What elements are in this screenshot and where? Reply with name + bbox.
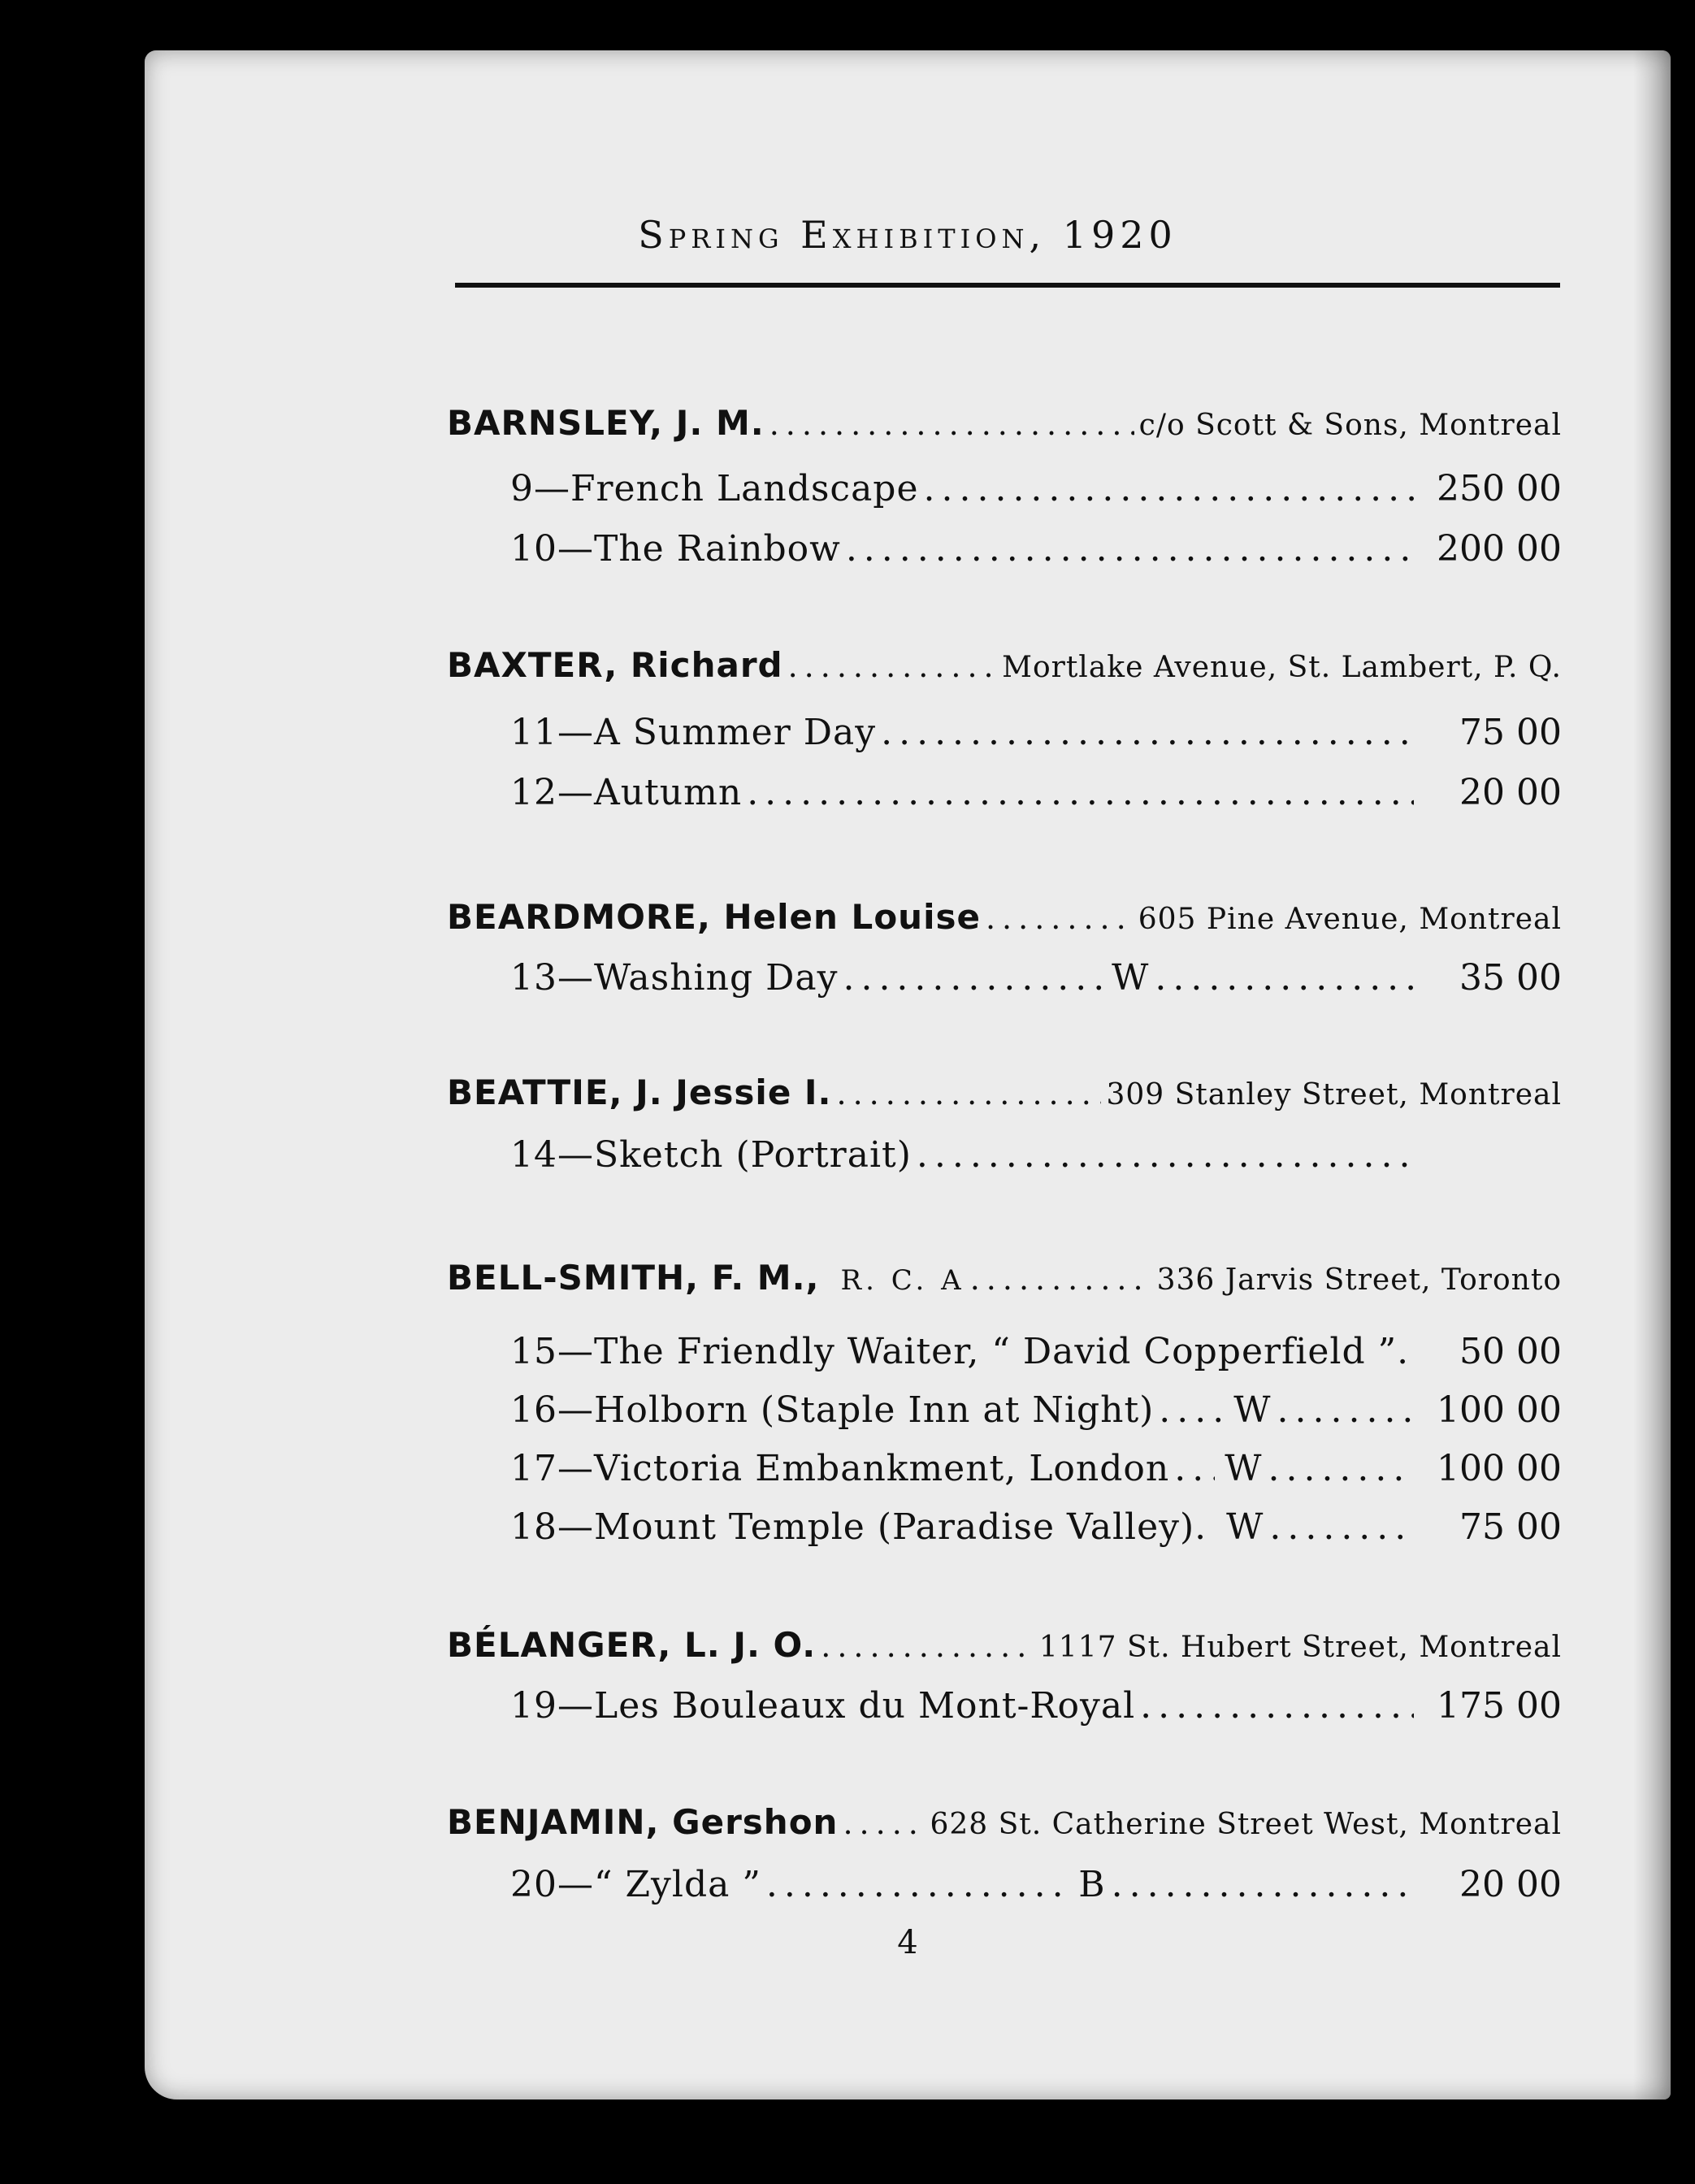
work-title: 15—The Friendly Waiter, “ David Copperfield ”. [510, 1331, 1410, 1372]
dot-leader [970, 1261, 1152, 1297]
work-line [510, 1864, 1562, 1905]
artist-line [447, 403, 1562, 443]
dot-leader [1159, 1389, 1224, 1431]
work-title: 14—Sketch (Portrait) [510, 1134, 912, 1176]
dot-leader [843, 1805, 925, 1841]
work-line [510, 1389, 1562, 1431]
dot-leader [766, 1864, 1069, 1905]
dot-leader [843, 957, 1102, 999]
dot-leader [1140, 1685, 1414, 1727]
work-medium: B [1078, 1864, 1107, 1905]
dot-leader [769, 406, 1134, 442]
dot-leader [846, 528, 1414, 570]
work-price: 100 00 [1437, 1448, 1562, 1489]
header-rule [455, 283, 1560, 288]
dot-leader [924, 468, 1414, 509]
work-price: 100 00 [1437, 1389, 1562, 1431]
work-price: 175 00 [1437, 1685, 1562, 1727]
artist-address: 605 Pine Avenue, Montreal [1138, 903, 1562, 936]
running-header: Spring Exhibition, 1920 [638, 213, 1177, 257]
page-number: 4 [897, 1924, 918, 1961]
work-line [510, 712, 1562, 753]
work-medium: W [1225, 1448, 1264, 1489]
work-price: 75 00 [1459, 712, 1562, 753]
artist-honour: R. C. A [840, 1264, 965, 1297]
page-edge-shadow [1633, 50, 1671, 2100]
artist-line [447, 1258, 1562, 1298]
work-title: 19—Les Bouleaux du Mont-Royal [510, 1685, 1136, 1727]
work-line [510, 468, 1562, 509]
dot-leader [788, 648, 998, 684]
dot-leader [821, 1628, 1034, 1664]
work-line [510, 1685, 1562, 1727]
dot-leader [1269, 1506, 1414, 1548]
work-line [510, 1448, 1562, 1489]
artist-address: 1117 St. Hubert Street, Montreal [1038, 1631, 1562, 1664]
work-title: 11—A Summer Day [510, 712, 877, 753]
artist-name: BEARDMORE, Helen Louise [447, 897, 981, 937]
dot-leader [1174, 1448, 1215, 1489]
dot-leader [986, 900, 1134, 936]
work-medium: W [1112, 957, 1151, 999]
work-title: 12—Autumn [510, 772, 743, 813]
work-title: 13—Washing Day [510, 957, 839, 999]
dot-leader [747, 772, 1414, 813]
artist-name: BÉLANGER, L. J. O. [447, 1625, 817, 1665]
work-title: 20—“ Zylda ” [510, 1864, 761, 1905]
dot-leader [837, 1076, 1102, 1112]
work-medium: W [1233, 1389, 1272, 1431]
dot-leader [881, 712, 1414, 753]
work-price: 35 00 [1459, 957, 1563, 999]
artist-name: BAXTER, Richard [447, 645, 783, 685]
work-title: 10—The Rainbow [510, 528, 841, 570]
artist-name: BEATTIE, J. Jessie I. [447, 1072, 832, 1112]
artist-address: 628 St. Catherine Street West, Montreal [930, 1808, 1562, 1841]
work-title: 17—Victoria Embankment, London [510, 1448, 1170, 1489]
work-price: 20 00 [1459, 772, 1562, 813]
artist-line [447, 645, 1562, 685]
artist-address: Mortlake Avenue, St. Lambert, P. Q. [1002, 651, 1562, 684]
dot-leader [1277, 1389, 1414, 1431]
work-line [510, 528, 1562, 570]
artist-line [447, 1072, 1562, 1112]
work-line [510, 1331, 1562, 1372]
work-medium: W [1226, 1506, 1265, 1548]
work-price: 50 00 [1459, 1331, 1562, 1372]
dot-leader [917, 1134, 1414, 1176]
artist-line [447, 1625, 1562, 1665]
artist-address: 309 Stanley Street, Montreal [1106, 1078, 1562, 1112]
catalogue-page [145, 50, 1671, 2100]
work-title: 18—Mount Temple (Paradise Valley). [510, 1506, 1207, 1548]
work-price: 200 00 [1437, 528, 1562, 570]
work-price: 20 00 [1459, 1864, 1563, 1905]
work-price: 250 00 [1437, 468, 1562, 509]
artist-name: BELL-SMITH, F. M., [447, 1258, 820, 1298]
artist-line [447, 897, 1562, 937]
artist-name: BENJAMIN, Gershon [447, 1802, 839, 1842]
artist-address: c/o Scott & Sons, Montreal [1138, 409, 1562, 442]
work-line [510, 1134, 1562, 1176]
work-line [510, 957, 1562, 999]
artist-name: BARNSLEY, J. M. [447, 403, 765, 443]
work-price: 75 00 [1459, 1506, 1562, 1548]
dot-leader [1268, 1448, 1414, 1489]
work-line [510, 1506, 1562, 1548]
work-line [510, 772, 1562, 813]
work-title: 16—Holborn (Staple Inn at Night) [510, 1389, 1155, 1431]
artist-line [447, 1802, 1562, 1842]
artist-address: 336 Jarvis Street, Toronto [1156, 1263, 1562, 1297]
dot-leader [1155, 957, 1414, 999]
dot-leader [1112, 1864, 1414, 1905]
work-title: 9—French Landscape [510, 468, 919, 509]
